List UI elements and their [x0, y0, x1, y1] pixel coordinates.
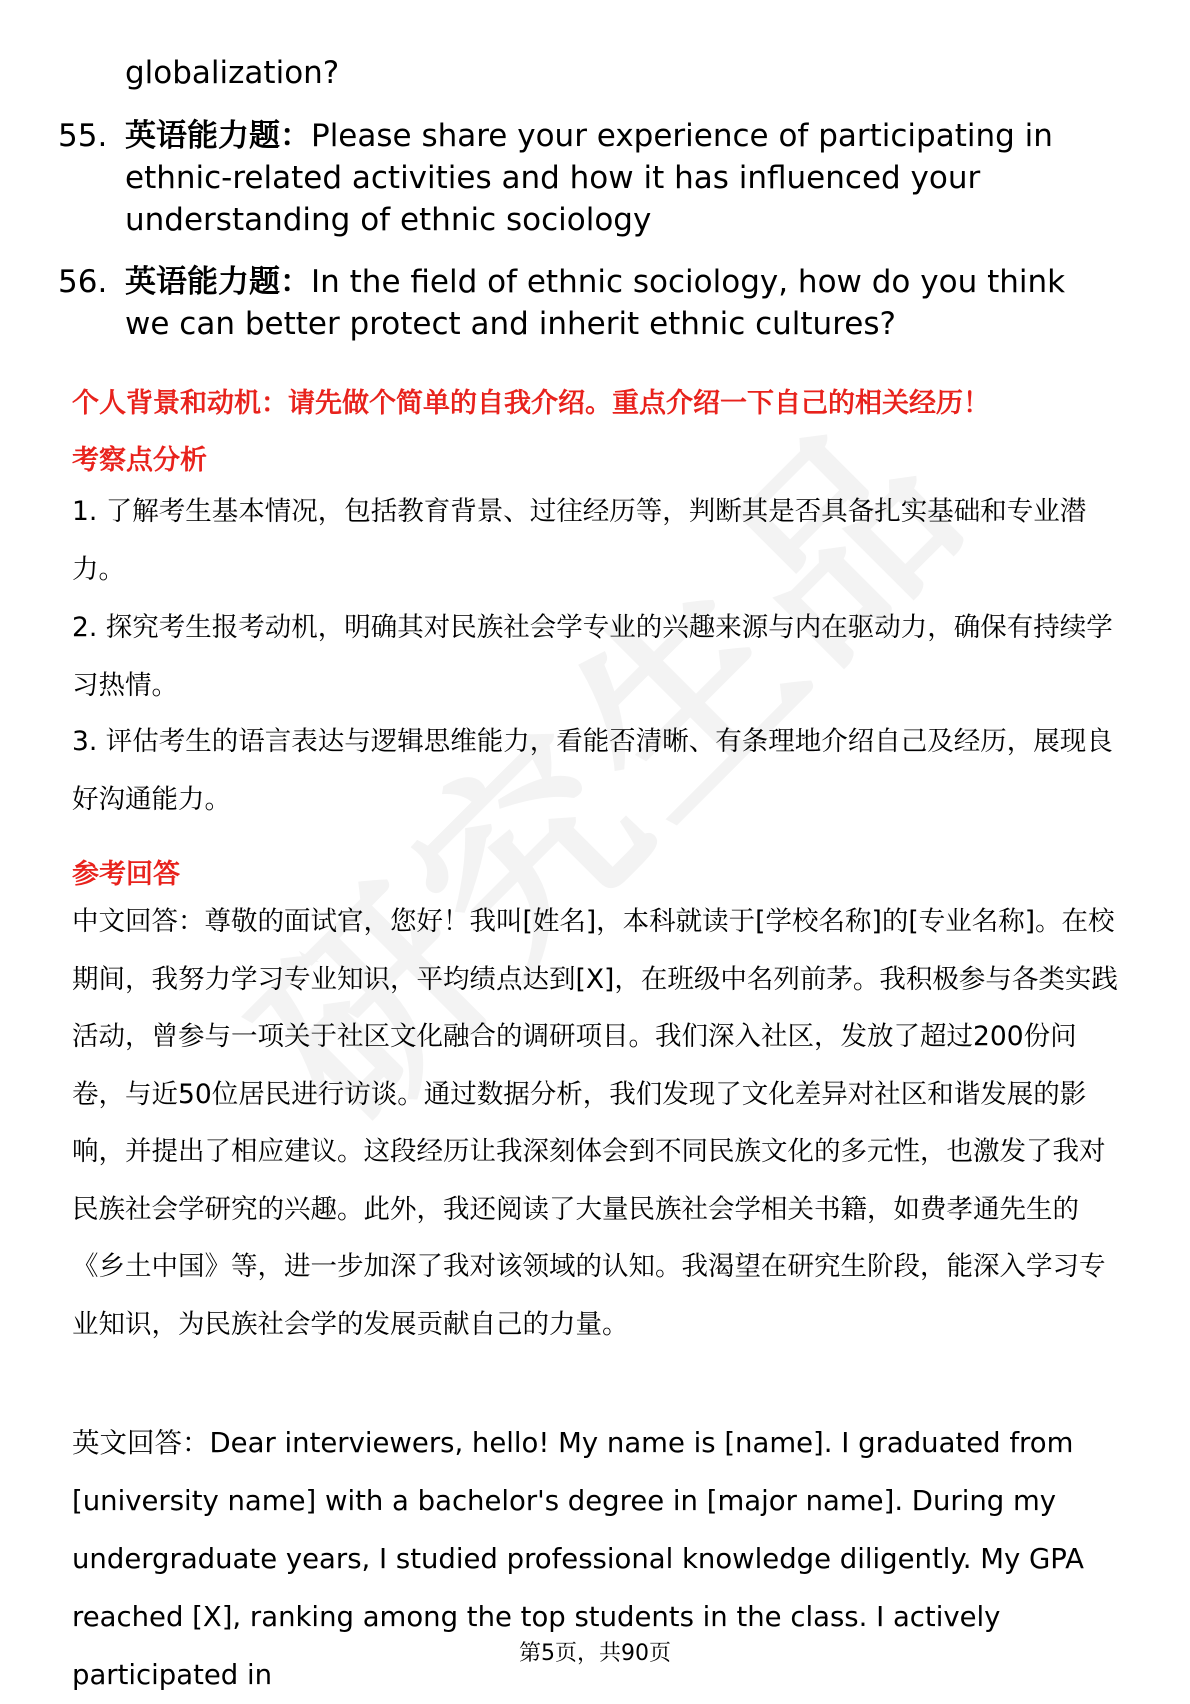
question-56	[58, 261, 1118, 345]
question-text: Please share your experience of participating in ethnic-related activities and how it has influenced your understanding of ethnic sociology	[125, 118, 1053, 238]
question-number: 56.	[58, 264, 108, 300]
english-answer-text: Dear interviewers, hello! My name is [name]. I graduated from [university name] with a bachelor's degree in [major name]. During my undergraduate years, I studied professional knowledge diligently. My GPA reached [X], ranking among the top students in the class. I actively participated in	[72, 1427, 1084, 1691]
question-tag: 英语能力题：	[125, 118, 311, 154]
question-body	[125, 261, 1118, 345]
question-continuation: globalization?	[125, 55, 340, 91]
analysis-point-2: 2. 探究考生报考动机，明确其对民族社会学专业的兴趣来源与内在驱动力，确保有持续学习热情。	[72, 612, 1113, 701]
question-number: 55.	[58, 118, 108, 154]
chinese-answer	[72, 893, 1120, 1353]
analysis-heading: 考察点分析	[72, 445, 207, 476]
page-footer: 第5页，共90页	[519, 1641, 671, 1666]
english-answer-label: 英文回答：	[72, 1427, 210, 1459]
question-55	[58, 115, 1118, 241]
question-body	[125, 115, 1118, 241]
analysis-point-3: 3. 评估考生的语言表达与逻辑思维能力，看能否清晰、有条理地介绍自己及经历，展现良好沟通能力。	[72, 726, 1113, 815]
chinese-answer-text: 尊敬的面试官，您好！我叫[姓名]，本科就读于[学校名称]的[专业名称]。在校期间，我努力学习专业知识，平均绩点达到[X]，在班级中名列前茅。我积极参与各类实践活动，曾参与一项关于社区文化融合的调研项目。我们深入社区，发放了超过200份问卷，与近50位居民进行访谈。通过数据分析，我们发现了文化差异对社区和谐发展的影响，并提出了相应建议。这段经历让我深刻体会到不同民族文化的多元性，也激发了我对民族社会学研究的兴趣。此外，我还阅读了大量民族社会学相关书籍，如费孝通先生的《乡土中国》等，进一步加深了我对该领域的认知。我渴望在研究生阶段，能深入学习专业知识，为民族社会学的发展贡献自己的力量。	[72, 906, 1118, 1340]
question-tag: 英语能力题：	[125, 264, 311, 300]
analysis-point-1: 1. 了解考生基本情况，包括教育背景、过往经历等，判断其是否具备扎实基础和专业潜力。	[72, 496, 1087, 585]
chinese-answer-label: 中文回答：	[72, 906, 205, 937]
question-text: In the field of ethnic sociology, how do you think we can better protect and inherit ethnic cultures?	[125, 264, 1066, 342]
answer-heading: 参考回答	[72, 859, 180, 890]
section-question: 个人背景和动机：请先做个简单的自我介绍。重点介绍一下自己的相关经历！	[72, 388, 990, 419]
